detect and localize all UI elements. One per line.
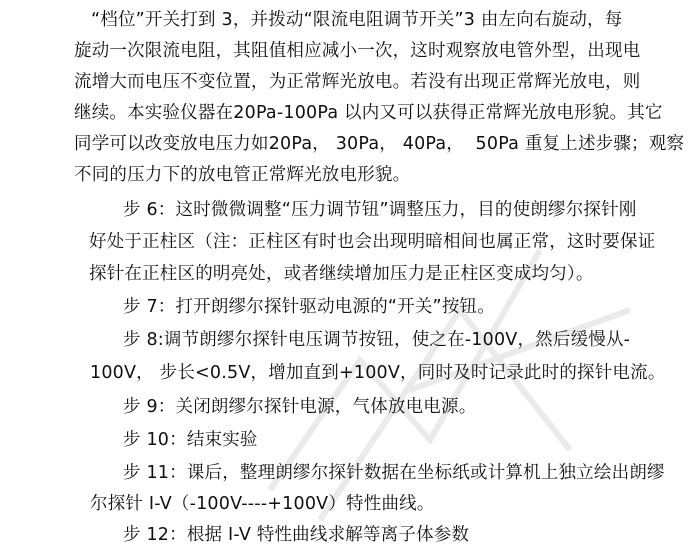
text-line-6: 不同的压力下的放电管正常辉光放电形貌。 (74, 165, 411, 185)
step-11-line-2: 尔探针 I-V（-100V----+100V）特性曲线。 (90, 494, 435, 514)
step-6-line-1: 步 6：这时微微调整“压力调节钮”调整压力，目的使朗缪尔探针刚 (123, 200, 637, 220)
text-line-2: 旋动一次限流电阻，其阻值相应减小一次，这时观察放电管外型，出现电 (74, 41, 641, 61)
text-line-4: 继续。本实验仪器在20Pa-100Pa 以内又可以获得正常辉光放电形貌。其它 (74, 103, 663, 123)
step-10-line: 步 10：结束实验 (123, 430, 258, 450)
text-line-5: 同学可以改变放电压力如20Pa， 30Pa， 40Pa， 50Pa 重复上述步骤；观察 (74, 134, 685, 154)
step-8-line-2: 100V， 步长<0.5V，增加直到+100V，同时及时记录此时的探针电流。 (90, 363, 666, 383)
text-line-1: “档位”开关打到 3，并拨动“限流电阻调节开关”3 由左向右旋动，每 (91, 10, 623, 30)
step-6-line-3: 探针在正柱区的明亮处，或者继续增加压力是正柱区变成均匀）。 (89, 264, 594, 284)
step-11-line-1: 步 11：课后，整理朗缪尔探针数据在坐标纸或计算机上独立绘出朗缪 (123, 463, 665, 483)
step-12-line: 步 12：根据 I-V 特性曲线求解等离子体参数 (123, 525, 470, 545)
step-8-line-1: 步 8:调节朗缪尔探针电压调节按钮，使之在-100V，然后缓慢从- (123, 330, 631, 350)
step-6-line-2: 好处于正柱区（注：正柱区有时也会出现明暗相间也属正常，这时要保证 (89, 232, 656, 252)
step-9-line: 步 9：关闭朗缪尔探针电源，气体放电电源。 (123, 397, 477, 417)
text-line-3: 流增大而电压不变位置，为正常辉光放电。若没有出现正常辉光放电，则 (74, 72, 641, 92)
step-7-line: 步 7：打开朗缪尔探针驱动电源的“开关”按钮。 (123, 297, 495, 317)
